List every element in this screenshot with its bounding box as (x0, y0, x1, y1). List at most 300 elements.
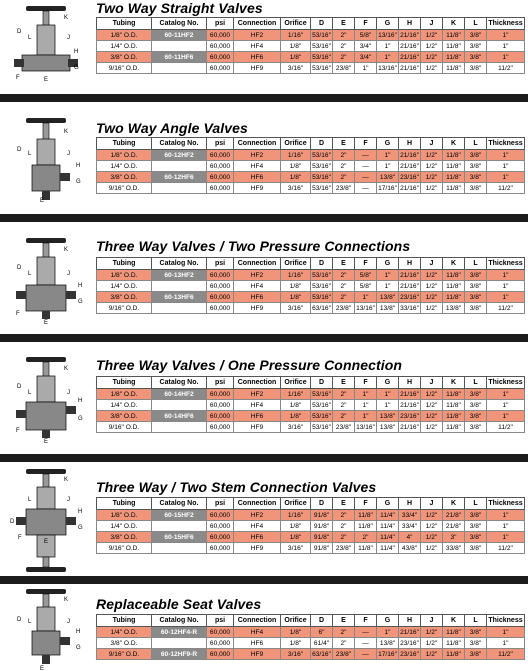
cell-catalog-no: 60-12HF2 (152, 150, 207, 161)
diagram-label-d: D (17, 29, 22, 35)
diagram-label-k: K (64, 597, 69, 603)
header-e: E (333, 615, 355, 627)
cell-orifice: 1/8" (281, 41, 311, 52)
cell-e: 2" (333, 638, 355, 649)
header-j: J (421, 138, 443, 150)
header-connection: Connection (234, 258, 281, 270)
cell-d: 63/16" (312, 304, 331, 312)
spec-table (96, 257, 525, 314)
section-title: Three Way Valves / One Pressure Connection (96, 357, 403, 373)
table-row (97, 411, 525, 422)
section-divider (0, 94, 528, 102)
cell-catalog-no: 60-12HF4 (152, 161, 207, 172)
header-e: E (333, 498, 355, 510)
cell-j: 1/2" (421, 649, 443, 660)
cell-j: 1/2" (421, 281, 443, 292)
cell-e: 2" (333, 400, 355, 411)
cell-j: 1/2" (421, 411, 443, 422)
table-row (97, 638, 525, 649)
diagram-label-f: F (18, 535, 22, 541)
cell-f: 1" (355, 389, 377, 400)
diagram-label-k: K (64, 366, 69, 372)
cell-h: 23/16" (400, 412, 419, 420)
cell-catalog-no: 60-15HF6 (152, 532, 207, 543)
cell-orifice: 1/8" (281, 627, 311, 638)
header-d: D (311, 138, 333, 150)
cell-connection: HF4 (234, 521, 281, 532)
table-header-row (97, 138, 525, 150)
cell-h: 21/16" (400, 162, 419, 170)
section-two-way-angle (0, 111, 528, 211)
cell-g: 1" (377, 270, 399, 281)
cell-orifice: 1/8" (281, 638, 311, 649)
cell-k: 11/8" (443, 41, 465, 52)
cell-j: 1/2" (421, 400, 443, 411)
header-j: J (421, 377, 443, 389)
header-orifice: Orifice (281, 377, 311, 389)
cell-l: 3/8" (465, 63, 487, 74)
cell-e: 2" (333, 150, 355, 161)
cell-psi: 60,000 (207, 400, 234, 411)
cell-catalog-no: 60-13HF4 (152, 281, 207, 292)
cell-orifice: 1/8" (281, 411, 311, 422)
cell-l: 3/8" (465, 303, 487, 314)
cell-f: — (355, 161, 377, 172)
cell-e: 2" (333, 30, 355, 41)
cell-e: 2" (333, 52, 355, 63)
cell-l: 3/8" (465, 510, 487, 521)
cell-h: 21/16" (400, 401, 419, 409)
cell-thickness: 1" (487, 510, 525, 521)
section-three-way-one-pressure (0, 350, 528, 450)
cell-tubing: 1/8" O.D. (97, 389, 152, 400)
cell-orifice: 1/8" (281, 292, 311, 303)
header-tubing: Tubing (97, 615, 152, 627)
cell-tubing: 3/8" O.D. (97, 52, 152, 63)
cell-thickness: 1" (487, 150, 525, 161)
cell-psi: 60,000 (207, 638, 234, 649)
cell-k: 11/8" (443, 161, 465, 172)
cell-psi: 60,000 (207, 543, 234, 554)
cell-f: 5/8" (355, 30, 377, 41)
cell-k: 13/8" (443, 303, 465, 314)
cell-connection: HF6 (234, 292, 281, 303)
table-body (97, 270, 525, 314)
header-thickness: Thickness (487, 258, 525, 270)
header-l: L (465, 18, 487, 30)
cell-g: 1" (377, 400, 399, 411)
cell-h: 21/16" (400, 282, 419, 290)
diagram-label-h: H (76, 629, 81, 635)
spec-table (96, 497, 525, 554)
valve-diagram-angle (4, 115, 90, 203)
section-title: Three Way Valves / Two Pressure Connections (96, 238, 411, 254)
cell-psi: 60,000 (207, 172, 234, 183)
cell-d: 53/16" (312, 151, 331, 159)
cell-tubing: 1/4" O.D. (97, 281, 152, 292)
cell-thickness: 1" (487, 161, 525, 172)
cell-d: 53/16" (312, 401, 331, 409)
table-row (97, 30, 525, 41)
cell-orifice: 1/8" (281, 521, 311, 532)
cell-d: 91/8" (311, 510, 333, 521)
cell-d: 53/16" (312, 53, 331, 61)
cell-d: 53/16" (312, 412, 331, 420)
cell-orifice: 3/16" (281, 63, 311, 74)
cell-connection: HF4 (234, 627, 281, 638)
header-l: L (465, 498, 487, 510)
diagram-label-g: G (78, 416, 83, 422)
cell-l: 3/8" (465, 422, 487, 433)
cell-orifice: 1/8" (281, 281, 311, 292)
header-l: L (465, 377, 487, 389)
cell-h: 43/8" (399, 543, 421, 554)
diagram-label-l: L (28, 151, 32, 157)
cell-h: 4" (399, 532, 421, 543)
cell-h: 21/16" (400, 42, 419, 50)
cell-e: 23/8" (333, 183, 355, 194)
header-e: E (333, 18, 355, 30)
cell-h: 21/16" (400, 271, 419, 279)
table-row (97, 543, 525, 554)
table-body (97, 389, 525, 433)
cell-g: 17/16" (378, 184, 397, 192)
cell-psi: 60,000 (207, 41, 234, 52)
cell-thickness: 1" (487, 400, 525, 411)
cell-orifice: 1/8" (281, 172, 311, 183)
table-row (97, 521, 525, 532)
cell-tubing: 1/4" O.D. (97, 627, 152, 638)
table-row (97, 270, 525, 281)
cell-h: 23/16" (400, 650, 419, 658)
cell-connection: HF9 (234, 63, 281, 74)
diagram-label-f: F (16, 311, 20, 317)
cell-h: 23/16" (400, 293, 419, 301)
diagram-label-e: E (44, 539, 49, 545)
header-psi: psi (207, 615, 234, 627)
cell-l: 3/8" (465, 411, 487, 422)
cell-f: — (355, 183, 377, 194)
header-tubing: Tubing (97, 498, 152, 510)
table-row (97, 41, 525, 52)
header-f: F (355, 377, 377, 389)
cell-thickness: 1" (487, 521, 525, 532)
cell-tubing: 1/4" O.D. (97, 521, 152, 532)
cell-d: 53/16" (312, 184, 331, 192)
section-title: Three Way / Two Stem Connection Valves (96, 479, 377, 495)
header-f: F (355, 615, 377, 627)
cell-e: 23/8" (333, 649, 355, 660)
cell-g: 1" (377, 281, 399, 292)
cell-tubing: 3/8" O.D. (97, 172, 152, 183)
cell-thickness: 11/2" (487, 543, 525, 554)
header-h: H (399, 18, 421, 30)
valve-diagram-two-stem (4, 467, 90, 575)
cell-catalog-no: 60-11HF6 (152, 52, 207, 63)
header-g: G (377, 615, 399, 627)
cell-j: 1/2" (421, 183, 443, 194)
cell-psi: 60,000 (207, 30, 234, 41)
cell-orifice: 1/16" (281, 150, 311, 161)
cell-k: 11/8" (443, 422, 465, 433)
cell-e: 2" (333, 172, 355, 183)
table-row (97, 292, 525, 303)
diagram-label-h: H (78, 283, 83, 289)
header-g: G (377, 258, 399, 270)
cell-h: 21/16" (400, 31, 419, 39)
header-j: J (421, 258, 443, 270)
cell-orifice: 1/8" (281, 52, 311, 63)
section-divider (0, 576, 528, 584)
cell-connection: HF9 (234, 543, 281, 554)
cell-k: 11/8" (443, 400, 465, 411)
cell-j: 1/2" (421, 532, 443, 543)
cell-j: 1/2" (421, 172, 443, 183)
header-k: K (443, 498, 465, 510)
section-title: Two Way Straight Valves (96, 0, 263, 16)
cell-k: 11/8" (443, 389, 465, 400)
cell-f: 13/16" (356, 423, 375, 431)
cell-orifice: 1/8" (281, 532, 311, 543)
cell-d: 63/16" (312, 650, 331, 658)
cell-f: 5/8" (355, 270, 377, 281)
diagram-label-k: K (64, 247, 69, 253)
cell-psi: 60,000 (207, 411, 234, 422)
cell-l: 3/8" (465, 172, 487, 183)
cell-j: 1/2" (421, 150, 443, 161)
cell-e: 23/8" (333, 422, 355, 433)
table-header-row (97, 498, 525, 510)
cell-d: 53/16" (312, 162, 331, 170)
diagram-label-g: G (78, 299, 83, 305)
cell-e: 2" (333, 270, 355, 281)
cell-k: 21/8" (443, 510, 465, 521)
diagram-label-l: L (28, 390, 32, 396)
valve-diagram-three-way-one (4, 354, 90, 444)
header-k: K (443, 258, 465, 270)
cell-catalog-no: 60-15HF4 (152, 521, 207, 532)
cell-connection: HF6 (234, 532, 281, 543)
cell-e: 2" (333, 281, 355, 292)
cell-k: 11/8" (443, 52, 465, 63)
cell-psi: 60,000 (207, 292, 234, 303)
cell-e: 23/8" (333, 63, 355, 74)
section-title: Replaceable Seat Valves (96, 596, 262, 612)
table-row (97, 422, 525, 433)
header-psi: psi (207, 18, 234, 30)
header-h: H (399, 258, 421, 270)
cell-catalog-no: 60-12HF4-R (152, 627, 207, 638)
cell-connection: HF2 (234, 270, 281, 281)
table-row (97, 183, 525, 194)
table-row (97, 161, 525, 172)
diagram-label-k: K (64, 15, 69, 21)
cell-d: 91/8" (311, 521, 333, 532)
diagram-label-j: J (67, 271, 70, 277)
header-orifice: Orifice (281, 615, 311, 627)
cell-catalog-no: 60-13HF6 (152, 292, 207, 303)
header-g: G (377, 377, 399, 389)
header-catalog-no: Catalog No. (152, 615, 207, 627)
table-header-row (97, 615, 525, 627)
cell-psi: 60,000 (207, 303, 234, 314)
diagram-label-d: D (17, 384, 22, 390)
cell-orifice: 3/16" (281, 303, 311, 314)
cell-e: 2" (333, 627, 355, 638)
cell-catalog-no: 60-12HF6-R (152, 638, 207, 649)
table-row (97, 172, 525, 183)
cell-connection: HF6 (234, 52, 281, 63)
cell-connection: HF4 (234, 281, 281, 292)
cell-j: 1/2" (421, 270, 443, 281)
cell-psi: 60,000 (207, 627, 234, 638)
header-g: G (377, 498, 399, 510)
header-connection: Connection (234, 615, 281, 627)
header-l: L (465, 138, 487, 150)
cell-j: 1/2" (421, 510, 443, 521)
cell-k: 11/8" (443, 172, 465, 183)
valve-diagram-replaceable-seat (4, 587, 90, 671)
cell-e: 2" (333, 41, 355, 52)
diagram-label-h: H (78, 509, 83, 515)
cell-g: 11/4" (377, 521, 399, 532)
header-tubing: Tubing (97, 18, 152, 30)
header-f: F (355, 498, 377, 510)
header-orifice: Orifice (281, 258, 311, 270)
cell-f: 3/4" (355, 41, 377, 52)
cell-g: 13/8" (377, 303, 399, 314)
valve-diagram-three-way (4, 235, 90, 325)
cell-h: 21/16" (400, 64, 419, 72)
cell-l: 3/8" (465, 41, 487, 52)
cell-j: 1/2" (421, 543, 443, 554)
cell-d: 61/4" (311, 638, 333, 649)
header-f: F (355, 258, 377, 270)
table-row (97, 281, 525, 292)
table-row (97, 400, 525, 411)
table-body (97, 150, 525, 194)
cell-j: 1/2" (421, 292, 443, 303)
diagram-label-e: E (40, 198, 45, 203)
cell-orifice: 1/16" (281, 270, 311, 281)
cell-tubing: 9/16" O.D. (97, 649, 152, 660)
cell-f: 2" (355, 532, 377, 543)
table-row (97, 627, 525, 638)
header-k: K (443, 138, 465, 150)
diagram-label-k: K (64, 477, 69, 483)
header-connection: Connection (234, 498, 281, 510)
diagram-label-h: H (78, 398, 83, 404)
cell-catalog-no: 60-14HF2 (152, 389, 207, 400)
spec-table (96, 137, 525, 194)
cell-g: 13/8" (377, 638, 399, 649)
cell-g: 1" (377, 389, 399, 400)
section-replaceable-seat (0, 586, 528, 671)
cell-j: 1/2" (421, 63, 443, 74)
diagram-label-e: E (40, 666, 45, 671)
cell-k: 11/8" (443, 649, 465, 660)
cell-g: 13/8" (377, 172, 399, 183)
cell-connection: HF2 (234, 510, 281, 521)
cell-e: 2" (333, 389, 355, 400)
cell-psi: 60,000 (207, 270, 234, 281)
cell-psi: 60,000 (207, 52, 234, 63)
cell-f: 11/8" (355, 543, 377, 554)
cell-h: 21/16" (400, 53, 419, 61)
cell-thickness: 11/2" (487, 649, 525, 660)
cell-h: 23/16" (400, 173, 419, 181)
cell-f: 1" (355, 63, 377, 74)
cell-e: 2" (333, 532, 355, 543)
diagram-label-d: D (17, 617, 22, 623)
valve-diagram-straight (4, 3, 90, 85)
cell-tubing: 9/16" O.D. (97, 303, 152, 314)
cell-g: 11/4" (377, 543, 399, 554)
cell-connection: HF4 (234, 161, 281, 172)
section-two-way-straight (0, 0, 528, 92)
cell-k: 11/8" (443, 281, 465, 292)
cell-catalog-no: 60-14HF9 (152, 422, 207, 433)
cell-thickness: 1" (487, 30, 525, 41)
cell-d: 53/16" (312, 271, 331, 279)
cell-k: 3" (443, 532, 465, 543)
diagram-label-l: L (28, 619, 32, 625)
table-row (97, 150, 525, 161)
header-e: E (333, 258, 355, 270)
cell-j: 1/2" (421, 389, 443, 400)
header-d: D (311, 498, 333, 510)
cell-catalog-no: 60-14HF4 (152, 400, 207, 411)
cell-thickness: 1" (487, 52, 525, 63)
header-connection: Connection (234, 18, 281, 30)
cell-e: 2" (333, 411, 355, 422)
cell-g: 17/16" (378, 650, 397, 658)
cell-l: 3/8" (465, 161, 487, 172)
cell-d: 53/16" (312, 423, 331, 431)
cell-h: 21/16" (400, 390, 419, 398)
cell-g: 11/4" (377, 532, 399, 543)
cell-f: 13/16" (356, 304, 375, 312)
cell-catalog-no: 60-11HF4 (152, 41, 207, 52)
header-tubing: Tubing (97, 377, 152, 389)
header-catalog-no: Catalog No. (152, 258, 207, 270)
cell-psi: 60,000 (207, 183, 234, 194)
cell-h: 33/4" (399, 521, 421, 532)
header-orifice: Orifice (281, 138, 311, 150)
header-f: F (355, 138, 377, 150)
table-row (97, 52, 525, 63)
cell-orifice: 3/16" (281, 183, 311, 194)
cell-l: 3/8" (465, 638, 487, 649)
cell-e: 2" (333, 510, 355, 521)
header-catalog-no: Catalog No. (152, 498, 207, 510)
section-three-way-two-pressure (0, 231, 528, 331)
cell-l: 3/8" (465, 281, 487, 292)
cell-k: 11/8" (443, 411, 465, 422)
cell-connection: HF9 (234, 183, 281, 194)
cell-l: 3/8" (465, 30, 487, 41)
cell-catalog-no: 60-15HF9 (152, 543, 207, 554)
cell-k: 11/8" (443, 638, 465, 649)
cell-catalog-no: 60-13HF2 (152, 270, 207, 281)
cell-psi: 60,000 (207, 521, 234, 532)
cell-thickness: 1" (487, 292, 525, 303)
header-e: E (333, 138, 355, 150)
cell-thickness: 11/2" (487, 63, 525, 74)
cell-l: 3/8" (465, 150, 487, 161)
table-row (97, 389, 525, 400)
diagram-label-l: L (28, 497, 32, 503)
